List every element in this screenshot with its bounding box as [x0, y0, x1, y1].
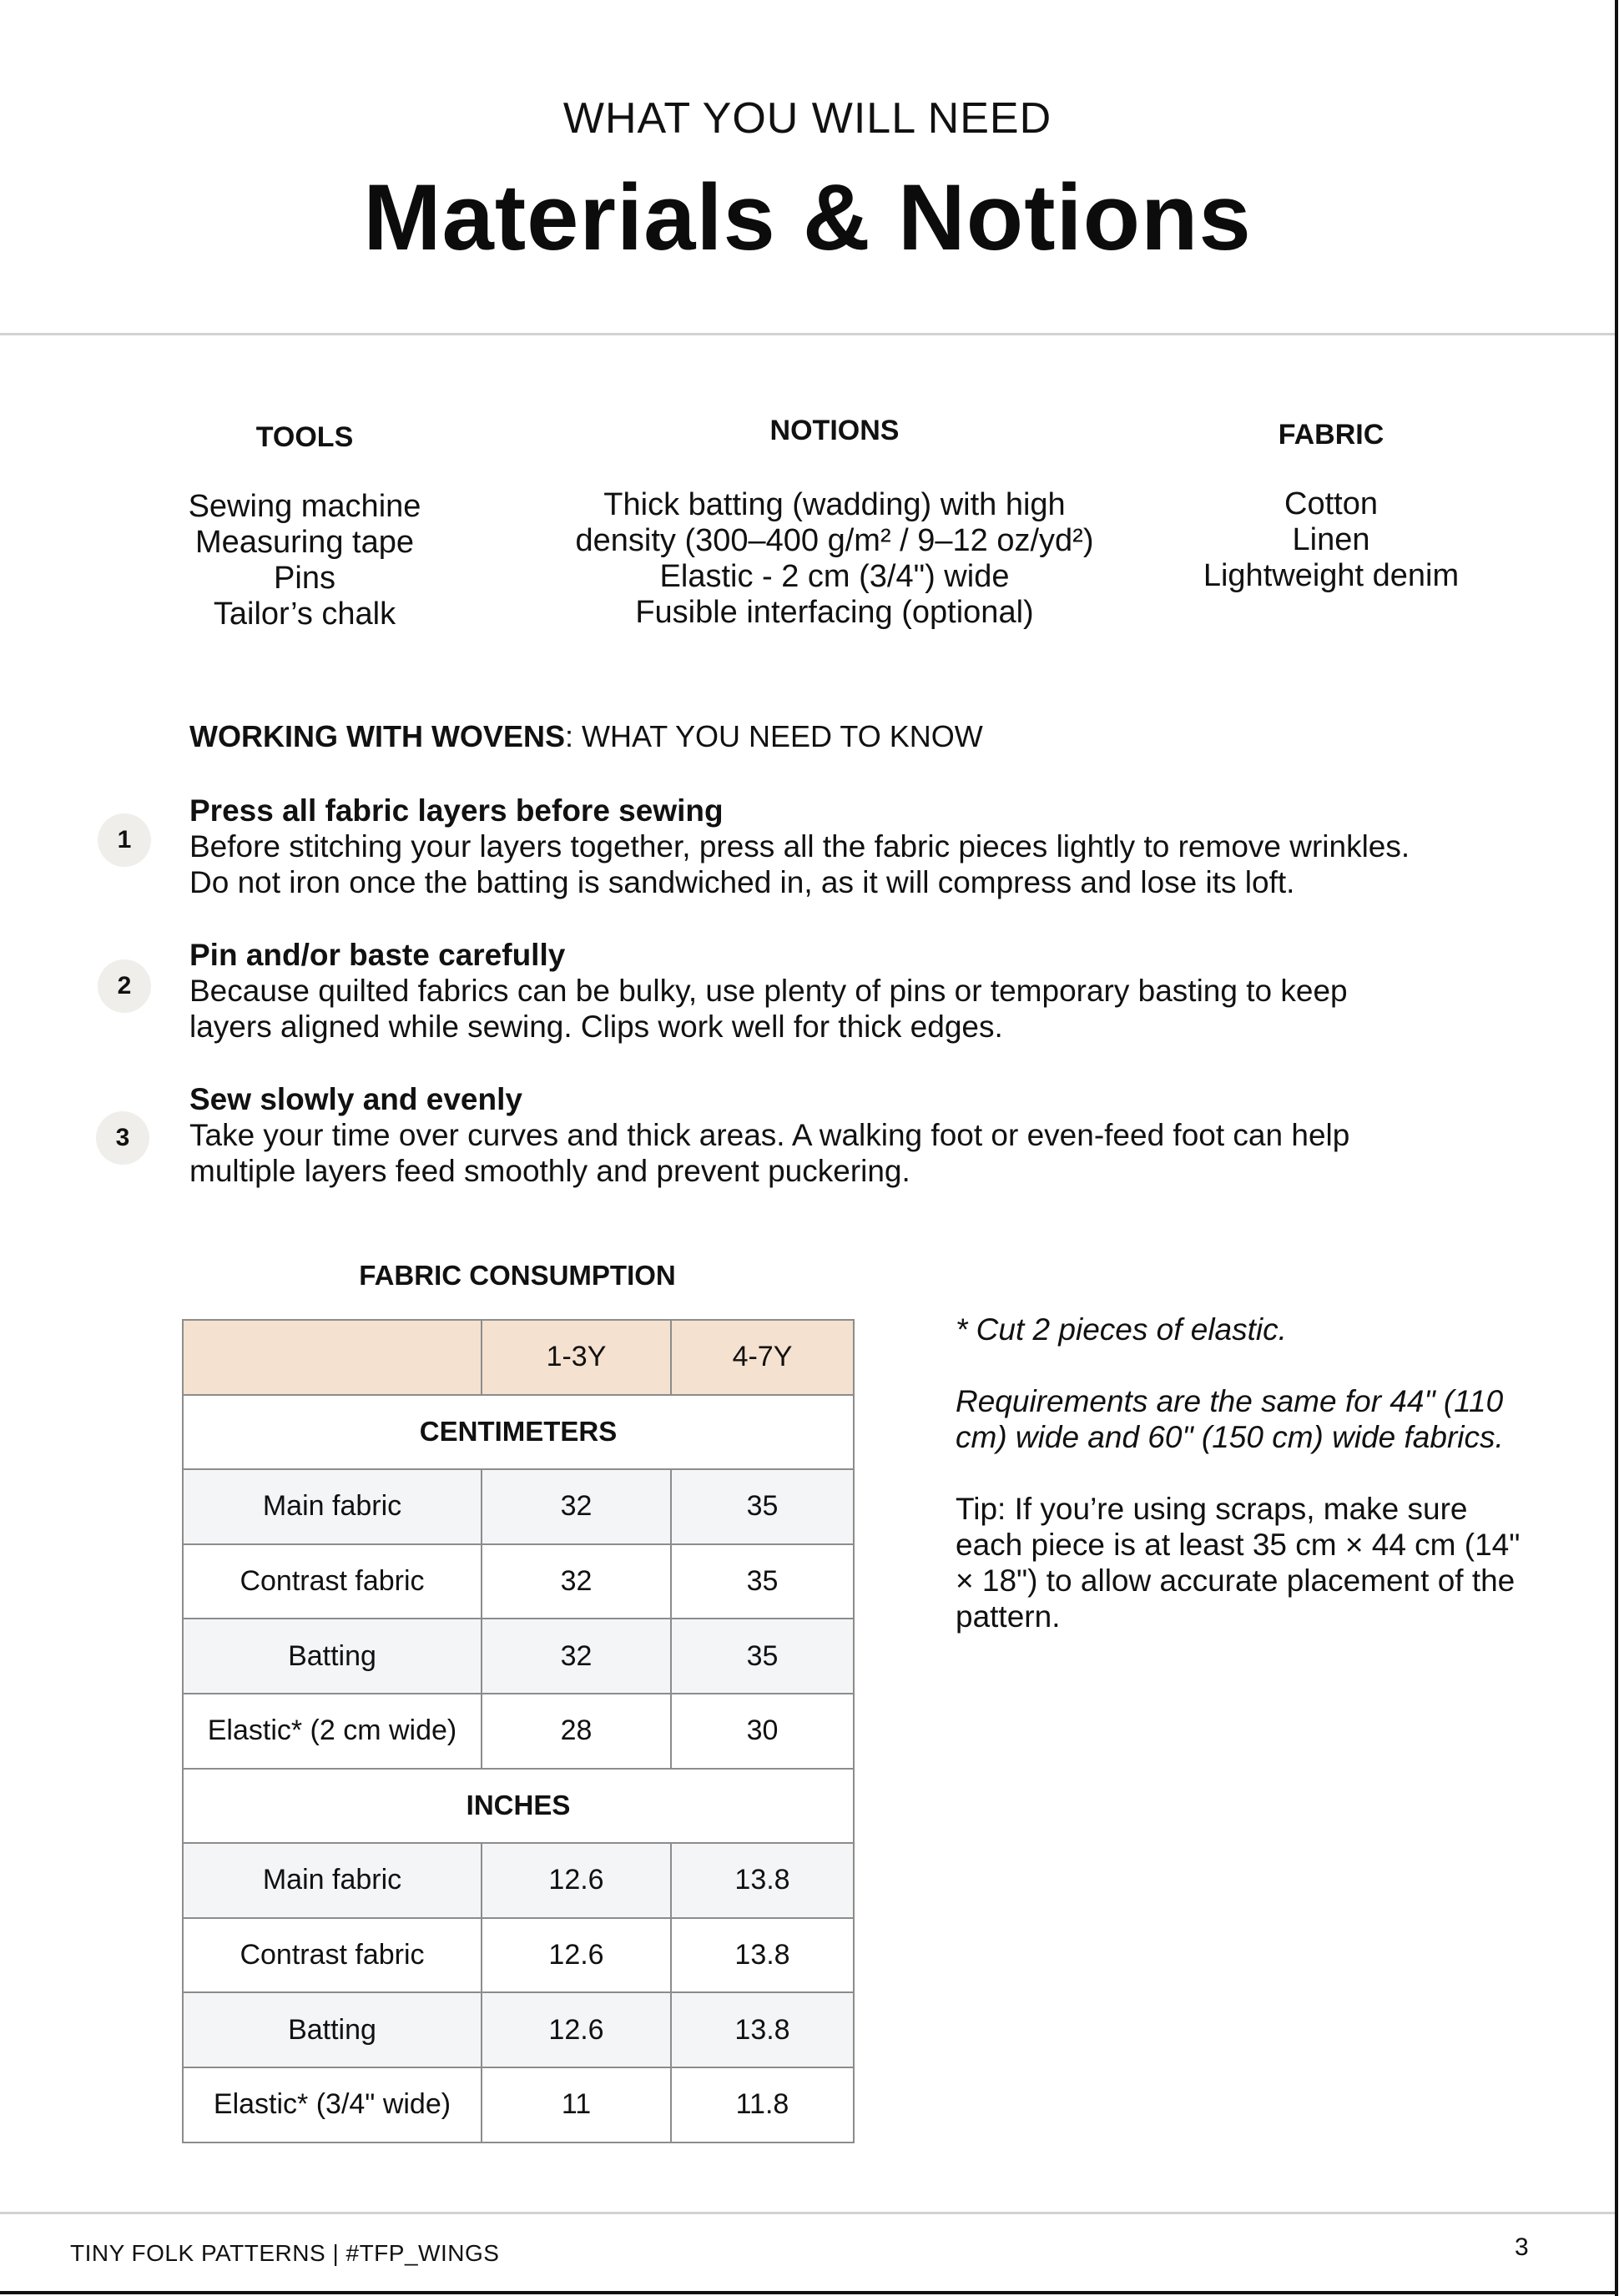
- step-1: [189, 793, 1541, 900]
- value-cell: 12.6: [482, 1918, 671, 1993]
- table-row: [183, 1843, 854, 1918]
- table-row: [183, 1918, 854, 1993]
- table-row: [183, 1469, 854, 1544]
- table-header-cell: [183, 1320, 482, 1395]
- page-border-right: [1615, 0, 1618, 2296]
- fabric-item: Linen: [1292, 522, 1370, 557]
- fabric-consumption-title: FABRIC CONSUMPTION: [359, 1260, 676, 1291]
- table-header-cell: 1-3Y: [482, 1320, 671, 1395]
- item-cell: Contrast fabric: [183, 1918, 482, 1993]
- value-cell: 28: [482, 1694, 671, 1769]
- value-cell: 13.8: [671, 1918, 854, 1993]
- step-number-badge: 1: [98, 813, 151, 867]
- step-body-line: layers aligned while sewing. Clips work well for thick edges.: [189, 1010, 1003, 1044]
- step-number-badge: 2: [98, 959, 151, 1013]
- value-cell: 35: [671, 1469, 854, 1544]
- step-body-line: Because quilted fabrics can be bulky, use plenty of pins or temporary basting to keep: [189, 974, 1348, 1008]
- item-cell: Batting: [183, 1992, 482, 2067]
- header-divider: [0, 333, 1615, 335]
- tools-item: Pins: [274, 561, 335, 596]
- width-note: Requirements are the same for 44" (110 cm) wide and 60" (150 cm) wide fabrics.: [956, 1384, 1504, 1454]
- item-cell: Main fabric: [183, 1843, 482, 1918]
- value-cell: 32: [482, 1469, 671, 1544]
- fabric-notes: [956, 1312, 1531, 1670]
- value-cell: 12.6: [482, 1843, 671, 1918]
- elastic-note: * Cut 2 pieces of elastic.: [956, 1312, 1287, 1347]
- tools-item: Tailor’s chalk: [213, 597, 396, 632]
- step-2: [189, 937, 1541, 1045]
- notions-item: Thick batting (wadding) with high: [603, 487, 1066, 522]
- scraps-tip: Tip: If you’re using scraps, make sure each piece is at least 35 cm × 44 cm (14" × 18") to allow accurate placement of the pattern.: [956, 1492, 1521, 1634]
- value-cell: 35: [671, 1544, 854, 1619]
- step-body-line: Take your time over curves and thick areas. A walking foot or even-feed foot can help: [189, 1118, 1350, 1152]
- page-title: Materials & Notions: [363, 165, 1252, 269]
- step-body-line: Before stitching your layers together, press all the fabric pieces lightly to remove wrinkles.: [189, 829, 1410, 864]
- table-row: [183, 2067, 854, 2142]
- table-row: [183, 1992, 854, 2067]
- value-cell: 13.8: [671, 1843, 854, 1918]
- item-cell: Elastic* (3/4" wide): [183, 2067, 482, 2142]
- notions-item: Fusible interfacing (optional): [635, 595, 1034, 630]
- wovens-heading-bold: WORKING WITH WOVENS: [189, 719, 565, 753]
- item-cell: Batting: [183, 1619, 482, 1694]
- table-section-row: [183, 1769, 854, 1844]
- step-title: Pin and/or baste carefully: [189, 938, 566, 972]
- footer-divider: [0, 2212, 1615, 2214]
- fabric-heading: FABRIC: [1278, 419, 1384, 451]
- page-kicker: WHAT YOU WILL NEED: [562, 94, 1052, 143]
- tools-column: [138, 421, 472, 632]
- fabric-item: Lightweight denim: [1203, 558, 1460, 593]
- fabric-column: [1164, 419, 1498, 594]
- step-3: [189, 1081, 1541, 1189]
- table-row: [183, 1619, 854, 1694]
- tools-item: Sewing machine: [188, 489, 421, 524]
- notions-column: [517, 415, 1152, 631]
- notions-heading: NOTIONS: [769, 415, 900, 446]
- value-cell: 35: [671, 1619, 854, 1694]
- step-body-line: Do not iron once the batting is sandwiched in, as it will compress and lose its loft.: [189, 865, 1295, 899]
- table-section-row: [183, 1395, 854, 1470]
- value-cell: 32: [482, 1544, 671, 1619]
- value-cell: 32: [482, 1619, 671, 1694]
- step-title: Press all fabric layers before sewing: [189, 793, 724, 828]
- tools-item: Measuring tape: [195, 525, 414, 560]
- wovens-heading-rest: : WHAT YOU NEED TO KNOW: [564, 719, 983, 753]
- notions-item: Elastic - 2 cm (3/4") wide: [659, 559, 1010, 594]
- wovens-heading: [189, 719, 983, 754]
- value-cell: 30: [671, 1694, 854, 1769]
- table-header-row: [183, 1320, 854, 1395]
- step-body-line: multiple layers feed smoothly and prevent puckering.: [189, 1154, 910, 1188]
- fabric-consumption-table: [182, 1319, 855, 2143]
- value-cell: 11: [482, 2067, 671, 2142]
- notions-item: density (300–400 g/m² / 9–12 oz/yd²): [575, 523, 1094, 558]
- section-label: CENTIMETERS: [183, 1395, 854, 1470]
- step-number-badge: 3: [96, 1111, 149, 1165]
- item-cell: Main fabric: [183, 1469, 482, 1544]
- fabric-item: Cotton: [1284, 486, 1378, 521]
- table-row: [183, 1544, 854, 1619]
- item-cell: Contrast fabric: [183, 1544, 482, 1619]
- section-label: INCHES: [183, 1769, 854, 1844]
- value-cell: 12.6: [482, 1992, 671, 2067]
- value-cell: 11.8: [671, 2067, 854, 2142]
- step-title: Sew slowly and evenly: [189, 1082, 522, 1116]
- value-cell: 13.8: [671, 1992, 854, 2067]
- page-number: 3: [1515, 2233, 1529, 2261]
- table-row: [183, 1694, 854, 1769]
- tools-heading: TOOLS: [255, 421, 354, 453]
- footer-brand: TINY FOLK PATTERNS | #TFP_WINGS: [70, 2240, 500, 2266]
- item-cell: Elastic* (2 cm wide): [183, 1694, 482, 1769]
- page-border-bottom: [0, 2291, 1618, 2294]
- table-header-cell: 4-7Y: [671, 1320, 854, 1395]
